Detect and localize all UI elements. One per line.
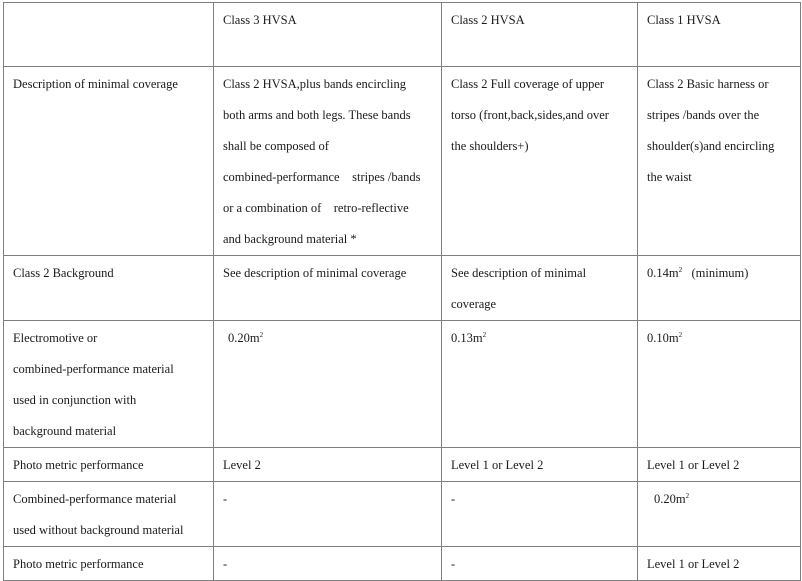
area-unit-exponent: 2 (678, 266, 683, 274)
area-unit-exponent: 2 (482, 331, 487, 339)
class1-standalone-photometric-cell: Level 1 or Level 2 (638, 547, 801, 581)
cell-line: See description of minimal (451, 266, 587, 280)
class1-background-cell (638, 256, 801, 321)
row-label: Photo metric performance (4, 448, 214, 482)
area-unit-exponent: 2 (678, 331, 683, 339)
header-class3: Class 3 HVSA (214, 3, 442, 67)
class1-coverage-cell (638, 67, 801, 256)
row-label (4, 482, 214, 547)
row-label: Class 2 Background (4, 256, 214, 321)
cell-line: the waist (647, 170, 692, 184)
area-value: 0.20m (228, 331, 260, 345)
cell-line: the shoulders+) (451, 139, 529, 153)
class2-standalone-cell: - (442, 482, 638, 547)
table-row (4, 321, 801, 448)
area-qualifier: (minimum) (682, 266, 749, 280)
cell-line: used in conjunction with (13, 393, 137, 407)
area-unit-exponent: 2 (685, 492, 690, 500)
class2-standalone-photometric-cell: - (442, 547, 638, 581)
area-value: 0.10m (647, 331, 679, 345)
cell-line: stripes /bands over the (647, 108, 760, 122)
row-label: Photo metric performance (4, 547, 214, 581)
class1-material-cell (638, 321, 801, 448)
class1-photometric-cell: Level 1 or Level 2 (638, 448, 801, 482)
cell-line: Electromotive or (13, 331, 98, 345)
table-row (4, 547, 801, 581)
class2-background-cell (442, 256, 638, 321)
table-header-row (4, 3, 801, 67)
area-value: 0.20m (654, 492, 686, 506)
class3-standalone-photometric-cell: - (214, 547, 442, 581)
table-row (4, 256, 801, 321)
table-row (4, 448, 801, 482)
cell-line: background material (13, 424, 117, 438)
class2-material-cell (442, 321, 638, 448)
cell-line: Class 2 Basic harness or (647, 77, 769, 91)
area-unit-exponent: 2 (259, 331, 264, 339)
cell-line: Class 2 Full coverage of upper (451, 77, 605, 91)
row-label (4, 321, 214, 448)
row-label: Description of minimal coverage (4, 67, 214, 256)
table-row (4, 482, 801, 547)
cell-line: both arms and both legs. These bands (223, 108, 411, 122)
class3-background-cell: See description of minimal coverage (214, 256, 442, 321)
table-row (4, 67, 801, 256)
cell-line: shoulder(s)and encircling (647, 139, 775, 153)
cell-line: combined-performance stripes /bands (223, 170, 421, 184)
cell-line: or a combination of retro-reflective (223, 201, 409, 215)
cell-line: Combined-performance material (13, 492, 177, 506)
class2-coverage-cell (442, 67, 638, 256)
header-class1: Class 1 HVSA (638, 3, 801, 67)
class3-photometric-cell: Level 2 (214, 448, 442, 482)
cell-line: coverage (451, 297, 497, 311)
cell-line: Class 2 HVSA,plus bands encircling (223, 77, 406, 91)
cell-line: and background material * (223, 232, 357, 246)
hvsa-class-table (3, 2, 801, 581)
area-value: 0.13m (451, 331, 483, 345)
class3-coverage-cell (214, 67, 442, 256)
cell-line: shall be composed of (223, 139, 329, 153)
area-value: 0.14m (647, 266, 679, 280)
class3-material-cell (214, 321, 442, 448)
class2-photometric-cell: Level 1 or Level 2 (442, 448, 638, 482)
class3-standalone-cell: - (214, 482, 442, 547)
header-blank-cell (4, 3, 214, 67)
cell-line: combined-performance material (13, 362, 174, 376)
header-class2: Class 2 HVSA (442, 3, 638, 67)
cell-line: torso (front,back,sides,and over (451, 108, 609, 122)
cell-line: used without background material (13, 523, 184, 537)
class1-standalone-cell (638, 482, 801, 547)
